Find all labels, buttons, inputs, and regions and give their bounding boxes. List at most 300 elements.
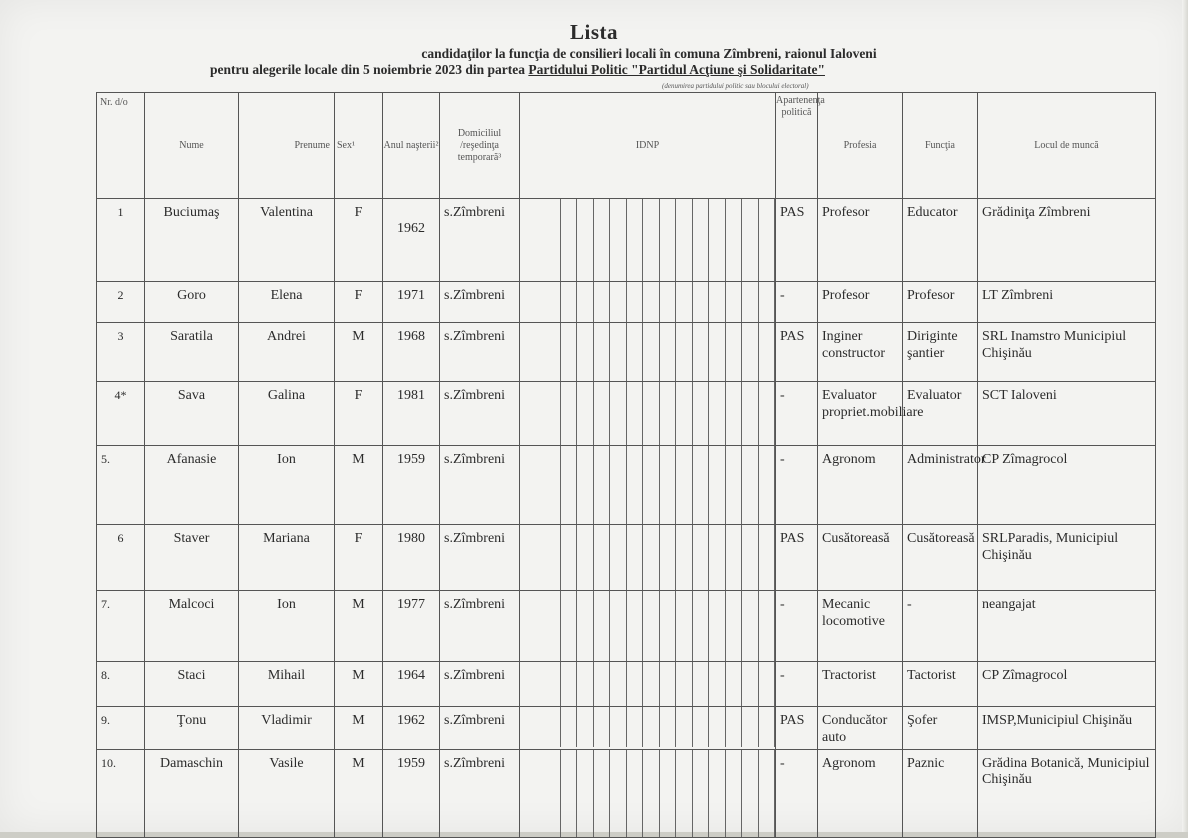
idnp-digit-box xyxy=(560,750,576,837)
cell-nume-text: Sava xyxy=(177,388,206,403)
cell-nr-text: 5. xyxy=(101,452,110,466)
idnp-digit-box xyxy=(708,525,724,590)
idnp-digit-box xyxy=(725,707,741,747)
table-row xyxy=(97,282,1156,323)
idnp-digit-box xyxy=(675,323,691,381)
idnp-digit-box xyxy=(576,323,592,381)
cell-locul-text: SRL Inamstro Municipiul Chişinău xyxy=(982,329,1127,361)
idnp-digit-box xyxy=(593,382,609,445)
cell-anul xyxy=(383,282,440,323)
cell-locul-text: Grădina Botanică, Municipiul Chişinău xyxy=(982,755,1150,788)
cell-functia xyxy=(903,662,978,707)
idnp-digit-box xyxy=(609,199,625,281)
cell-nume-text: Ţonu xyxy=(176,713,207,728)
idnp-digit-box xyxy=(708,707,724,747)
idnp-digit-box xyxy=(692,199,708,281)
idnp-digit-box xyxy=(642,323,658,381)
cell-locul-text: SRLParadis, Municipiul Chişinău xyxy=(982,531,1119,563)
idnp-digit-box xyxy=(560,591,576,661)
cell-apartenenta-text: PAS xyxy=(780,713,805,728)
idnp-digit-box xyxy=(708,199,724,281)
cell-locul-text: IMSP,Municipiul Chişinău xyxy=(982,713,1133,728)
cell-profesia xyxy=(818,382,924,446)
idnp-digit-box xyxy=(659,199,675,281)
idnp-digit-box xyxy=(741,750,757,837)
idnp-digit-boxes xyxy=(520,662,775,706)
idnp-digit-box xyxy=(593,662,609,706)
idnp-digit-box xyxy=(626,382,642,445)
cell-anul-text: 1959 xyxy=(397,452,425,467)
idnp-digit-box xyxy=(609,662,625,706)
document-title: Lista xyxy=(569,20,618,44)
idnp-digit-box xyxy=(725,382,741,445)
cell-nr xyxy=(97,199,145,282)
cell-sex-text: M xyxy=(352,452,365,467)
cell-sex-text: M xyxy=(352,597,365,612)
cell-anul xyxy=(383,446,440,525)
idnp-digit-box xyxy=(675,525,691,590)
cell-apartenenta-text: PAS xyxy=(780,329,805,344)
cell-domiciliu-text: s.Zîmbreni xyxy=(444,452,506,467)
idnp-digit-box xyxy=(626,446,642,524)
cell-locul xyxy=(978,282,1156,323)
cell-apartenenta-text: - xyxy=(780,755,785,771)
cell-apartenenta xyxy=(776,446,818,525)
cell-locul-text: SCT Ialoveni xyxy=(982,388,1057,403)
cell-locul-text: neangajat xyxy=(982,597,1036,612)
idnp-digit-box xyxy=(626,199,642,281)
cell-prenume xyxy=(239,199,335,282)
cell-profesia-text: Evaluator propriet.mobiliare xyxy=(822,388,924,420)
cell-profesia xyxy=(818,662,903,707)
idnp-digit-box xyxy=(758,446,775,524)
cell-anul-text: 1980 xyxy=(397,531,425,546)
cell-domiciliu-text: s.Zîmbreni xyxy=(444,755,506,771)
idnp-digit-box xyxy=(659,591,675,661)
idnp-digit-box xyxy=(626,707,642,747)
cell-profesia-text: Profesor xyxy=(822,205,870,220)
cell-idnp xyxy=(520,323,776,382)
idnp-digit-boxes xyxy=(520,446,775,524)
cell-locul xyxy=(978,591,1156,662)
cell-sex-text: F xyxy=(354,531,363,546)
cell-functia-text: Diriginte şantier xyxy=(907,329,958,361)
cell-functia xyxy=(903,749,978,837)
idnp-digit-box xyxy=(758,591,775,661)
table-row xyxy=(97,749,1156,837)
idnp-digit-box xyxy=(560,662,576,706)
idnp-digit-box xyxy=(725,199,741,281)
idnp-digit-boxes xyxy=(520,525,775,590)
cell-anul-text: 1968 xyxy=(397,329,425,344)
cell-nume xyxy=(145,199,239,282)
cell-prenume-text: Andrei xyxy=(267,329,306,344)
cell-nume xyxy=(145,707,239,750)
idnp-digit-box xyxy=(593,707,609,747)
cell-nr-text: 8. xyxy=(101,668,110,682)
cell-locul-text: CP Zîmagrocol xyxy=(982,668,1068,683)
cell-anul-text: 1962 xyxy=(397,221,425,236)
cell-nr-text: 6 xyxy=(117,531,124,545)
idnp-digit-boxes xyxy=(520,750,775,837)
idnp-digit-box xyxy=(642,750,658,837)
idnp-digit-box xyxy=(576,282,592,322)
cell-locul-text: Grădiniţa Zîmbreni xyxy=(982,205,1091,220)
header-apartenenta: Apartenenţa politică xyxy=(776,93,818,199)
idnp-digit-box xyxy=(741,707,757,747)
cell-profesia xyxy=(818,749,903,837)
cell-locul xyxy=(978,707,1156,750)
cell-anul-text: 1964 xyxy=(397,668,425,683)
cell-sex xyxy=(335,749,383,837)
cell-locul xyxy=(978,662,1156,707)
cell-profesia-text: Mecanic locomotive xyxy=(822,597,885,629)
table-row xyxy=(97,591,1156,662)
idnp-digit-box xyxy=(576,591,592,661)
cell-functia xyxy=(903,199,978,282)
cell-anul xyxy=(383,749,440,837)
cell-nr xyxy=(97,446,145,525)
idnp-digit-box xyxy=(593,525,609,590)
cell-nume xyxy=(145,749,239,837)
cell-nr xyxy=(97,707,145,750)
cell-sex-text: M xyxy=(352,713,365,728)
header-nume: Nume xyxy=(145,93,239,199)
idnp-digit-box xyxy=(659,282,675,322)
idnp-digit-box xyxy=(609,446,625,524)
cell-apartenenta-text: - xyxy=(780,452,785,467)
cell-sex-text: F xyxy=(354,288,363,303)
cell-functia-text: Evaluator xyxy=(907,388,962,403)
idnp-digit-box xyxy=(741,591,757,661)
cell-nume xyxy=(145,382,239,446)
cell-prenume-text: Valentina xyxy=(260,205,313,220)
idnp-digit-box xyxy=(758,382,775,445)
cell-domiciliu xyxy=(440,591,520,662)
idnp-digit-box xyxy=(675,707,691,747)
cell-domiciliu-text: s.Zîmbreni xyxy=(444,531,506,546)
cell-anul-text: 1959 xyxy=(397,755,425,771)
cell-sex xyxy=(335,323,383,382)
idnp-digit-box xyxy=(593,282,609,322)
cell-functia xyxy=(903,282,978,323)
cell-locul xyxy=(978,749,1156,837)
idnp-digit-box xyxy=(675,750,691,837)
cell-profesia xyxy=(818,282,903,323)
cell-idnp xyxy=(520,382,776,446)
idnp-digit-box xyxy=(642,446,658,524)
cell-anul xyxy=(383,707,440,750)
idnp-digit-box xyxy=(593,591,609,661)
idnp-digit-box xyxy=(758,662,775,706)
cell-sex xyxy=(335,446,383,525)
idnp-digit-box xyxy=(560,525,576,590)
table-row xyxy=(97,525,1156,591)
cell-profesia xyxy=(818,446,903,525)
cell-apartenenta xyxy=(776,707,818,750)
cell-nr xyxy=(97,525,145,591)
cell-domiciliu xyxy=(440,749,520,837)
idnp-digit-box xyxy=(642,382,658,445)
cell-sex-text: M xyxy=(352,668,365,683)
idnp-digit-box xyxy=(626,525,642,590)
cell-domiciliu-text: s.Zîmbreni xyxy=(444,205,506,220)
cell-profesia-text: Inginer constructor xyxy=(822,329,885,361)
cell-prenume xyxy=(239,591,335,662)
idnp-digit-box xyxy=(626,662,642,706)
cell-functia xyxy=(903,525,978,591)
cell-domiciliu xyxy=(440,446,520,525)
idnp-digit-box xyxy=(692,707,708,747)
cell-profesia-text: Tractorist xyxy=(822,668,876,683)
cell-nr-text: 2 xyxy=(117,288,124,302)
cell-profesia xyxy=(818,707,903,750)
party-note: (denumirea partidului politic sau blocului electoral) xyxy=(662,82,809,90)
idnp-digit-box xyxy=(741,323,757,381)
cell-domiciliu xyxy=(440,382,520,446)
cell-prenume xyxy=(239,525,335,591)
idnp-digit-box xyxy=(609,282,625,322)
cell-nr-text: 9. xyxy=(101,713,110,727)
idnp-digit-boxes xyxy=(520,707,775,747)
cell-domiciliu xyxy=(440,707,520,750)
cell-sex xyxy=(335,382,383,446)
cell-profesia xyxy=(818,199,903,282)
idnp-digit-box xyxy=(626,282,642,322)
cell-nume-text: Buciumaş xyxy=(163,205,220,220)
cell-idnp xyxy=(520,199,776,282)
idnp-digit-box xyxy=(659,707,675,747)
cell-apartenenta-text: - xyxy=(780,388,785,403)
idnp-digit-box xyxy=(708,323,724,381)
cell-sex xyxy=(335,199,383,282)
idnp-digit-box xyxy=(708,662,724,706)
cell-domiciliu xyxy=(440,199,520,282)
cell-apartenenta-text: - xyxy=(780,288,785,303)
cell-anul xyxy=(383,382,440,446)
idnp-digit-box xyxy=(659,750,675,837)
idnp-digit-box xyxy=(659,525,675,590)
cell-sex xyxy=(335,282,383,323)
candidates-table xyxy=(96,92,1156,838)
cell-apartenenta xyxy=(776,749,818,837)
idnp-digit-box xyxy=(642,707,658,747)
cell-idnp xyxy=(520,446,776,525)
cell-functia xyxy=(903,707,978,750)
idnp-digit-box xyxy=(758,750,775,837)
header-sex: Sex¹ xyxy=(335,93,383,199)
idnp-digit-box xyxy=(758,323,775,381)
idnp-digit-box xyxy=(576,446,592,524)
idnp-digit-boxes xyxy=(520,323,775,381)
idnp-digit-box xyxy=(593,199,609,281)
idnp-digit-box xyxy=(560,446,576,524)
cell-locul-text: LT Zîmbreni xyxy=(982,288,1054,303)
cell-prenume-text: Elena xyxy=(270,288,303,303)
table-row xyxy=(97,662,1156,707)
idnp-digit-box xyxy=(692,323,708,381)
document-subtitle-line1: candidaţilor la funcţia de consilieri locali în comuna Zîmbreni, raionul Ialoveni xyxy=(421,46,877,61)
cell-nume xyxy=(145,525,239,591)
idnp-digit-box xyxy=(560,199,576,281)
cell-prenume-text: Ion xyxy=(277,452,296,467)
cell-apartenenta xyxy=(776,525,818,591)
cell-idnp xyxy=(520,591,776,662)
cell-nume-text: Goro xyxy=(177,288,206,303)
idnp-digit-box xyxy=(708,282,724,322)
cell-sex xyxy=(335,591,383,662)
cell-nume-text: Malcoci xyxy=(168,597,215,612)
subtitle-prefix: pentru alegerile locale din 5 noiembrie 2023 din partea xyxy=(210,62,529,77)
cell-profesia xyxy=(818,591,903,662)
cell-apartenenta-text: PAS xyxy=(780,531,805,546)
cell-functia-text: - xyxy=(907,597,912,612)
idnp-digit-box xyxy=(692,591,708,661)
cell-domiciliu xyxy=(440,662,520,707)
cell-apartenenta-text: - xyxy=(780,668,785,683)
cell-sex xyxy=(335,707,383,750)
idnp-digit-box xyxy=(675,382,691,445)
cell-domiciliu-text: s.Zîmbreni xyxy=(444,713,506,728)
cell-nr xyxy=(97,382,145,446)
cell-profesia-text: Profesor xyxy=(822,288,870,303)
idnp-digit-box xyxy=(560,382,576,445)
idnp-digit-box xyxy=(609,707,625,747)
table-body xyxy=(97,199,1156,838)
cell-anul-text: 1981 xyxy=(397,388,425,403)
idnp-digit-box xyxy=(560,282,576,322)
idnp-digit-box xyxy=(725,323,741,381)
idnp-digit-box xyxy=(692,750,708,837)
cell-nr-text: 10. xyxy=(101,755,116,770)
cell-profesia-text: Agronom xyxy=(822,452,876,467)
cell-nr-text: 1 xyxy=(117,205,124,219)
cell-idnp xyxy=(520,707,776,750)
idnp-digit-box xyxy=(560,707,576,747)
idnp-digit-box xyxy=(609,525,625,590)
cell-functia xyxy=(903,446,986,525)
cell-nr xyxy=(97,591,145,662)
cell-functia xyxy=(903,591,978,662)
idnp-digit-boxes xyxy=(520,591,775,661)
party-name: Partidului Politic "Partidul Acţiune şi Solidaritate" xyxy=(528,62,825,77)
cell-locul xyxy=(978,199,1156,282)
cell-profesia-text: Agronom xyxy=(822,755,876,771)
cell-profesia-text: Conducător auto xyxy=(822,713,888,745)
cell-prenume xyxy=(239,446,335,525)
cell-anul-text: 1977 xyxy=(397,597,425,612)
cell-anul-text: 1962 xyxy=(397,713,425,728)
header-profesia: Profesia xyxy=(818,93,903,199)
idnp-digit-box xyxy=(725,591,741,661)
idnp-digit-box xyxy=(593,750,609,837)
cell-locul xyxy=(978,382,1156,446)
cell-nr xyxy=(97,749,145,837)
idnp-digit-box xyxy=(758,707,775,747)
idnp-digit-box xyxy=(725,750,741,837)
cell-apartenenta xyxy=(776,382,818,446)
idnp-digit-box xyxy=(576,199,592,281)
cell-sex-text: F xyxy=(354,205,363,220)
idnp-digit-boxes xyxy=(520,199,775,281)
idnp-digit-box xyxy=(659,662,675,706)
idnp-digit-box xyxy=(692,446,708,524)
idnp-digit-box xyxy=(642,282,658,322)
idnp-digit-box xyxy=(576,525,592,590)
cell-domiciliu-text: s.Zîmbreni xyxy=(444,329,506,344)
cell-domiciliu xyxy=(440,282,520,323)
cell-anul xyxy=(383,199,440,282)
table-row xyxy=(97,446,1156,525)
idnp-digit-box xyxy=(675,282,691,322)
header-functia: Funcţia xyxy=(903,93,978,199)
cell-domiciliu-text: s.Zîmbreni xyxy=(444,288,506,303)
cell-prenume xyxy=(239,282,335,323)
idnp-digit-box xyxy=(609,382,625,445)
cell-functia-text: Tactorist xyxy=(907,668,956,683)
cell-idnp xyxy=(520,749,776,837)
idnp-digit-box xyxy=(741,446,757,524)
idnp-digit-boxes xyxy=(520,382,775,445)
cell-functia-text: Cusătoreasă xyxy=(907,531,975,546)
idnp-digit-box xyxy=(741,662,757,706)
cell-functia xyxy=(903,323,978,382)
cell-idnp xyxy=(520,282,776,323)
cell-nr-text: 3 xyxy=(117,329,124,343)
header-anul: Anul naşterii² xyxy=(383,93,440,199)
cell-apartenenta-text: - xyxy=(780,597,785,612)
cell-locul-text: CP Zîmagrocol xyxy=(982,452,1068,467)
cell-nume xyxy=(145,323,239,382)
idnp-digit-box xyxy=(708,446,724,524)
cell-domiciliu-text: s.Zîmbreni xyxy=(444,388,506,403)
cell-domiciliu-text: s.Zîmbreni xyxy=(444,668,506,683)
cell-nume xyxy=(145,591,239,662)
idnp-digit-box xyxy=(675,591,691,661)
cell-domiciliu xyxy=(440,323,520,382)
header-prenume: Prenume xyxy=(239,93,335,199)
table-row xyxy=(97,382,1156,446)
cell-locul xyxy=(978,446,1156,525)
idnp-digit-box xyxy=(725,525,741,590)
idnp-digit-box xyxy=(642,591,658,661)
cell-prenume xyxy=(239,323,335,382)
idnp-digit-box xyxy=(741,525,757,590)
cell-anul xyxy=(383,591,440,662)
idnp-digit-boxes xyxy=(520,282,775,322)
cell-prenume-text: Galina xyxy=(267,388,306,403)
cell-prenume-text: Mariana xyxy=(263,531,310,546)
idnp-digit-box xyxy=(609,750,625,837)
header-idnp: IDNP xyxy=(520,93,776,199)
cell-idnp xyxy=(520,662,776,707)
header-domiciliul: Domiciliul /reşedinţa temporară³ xyxy=(440,93,520,199)
cell-nr-text: 4* xyxy=(114,388,127,402)
idnp-digit-box xyxy=(560,323,576,381)
cell-apartenenta xyxy=(776,591,818,662)
cell-prenume-text: Vladimir xyxy=(261,713,312,728)
cell-nume-text: Afanasie xyxy=(166,452,217,467)
table-row xyxy=(97,707,1156,750)
cell-sex-text: F xyxy=(354,388,363,403)
cell-locul xyxy=(978,323,1156,382)
idnp-digit-box xyxy=(725,662,741,706)
cell-prenume-text: Vasile xyxy=(269,755,304,771)
cell-profesia xyxy=(818,323,903,382)
idnp-digit-box xyxy=(675,446,691,524)
idnp-digit-box xyxy=(692,282,708,322)
idnp-digit-box xyxy=(741,382,757,445)
